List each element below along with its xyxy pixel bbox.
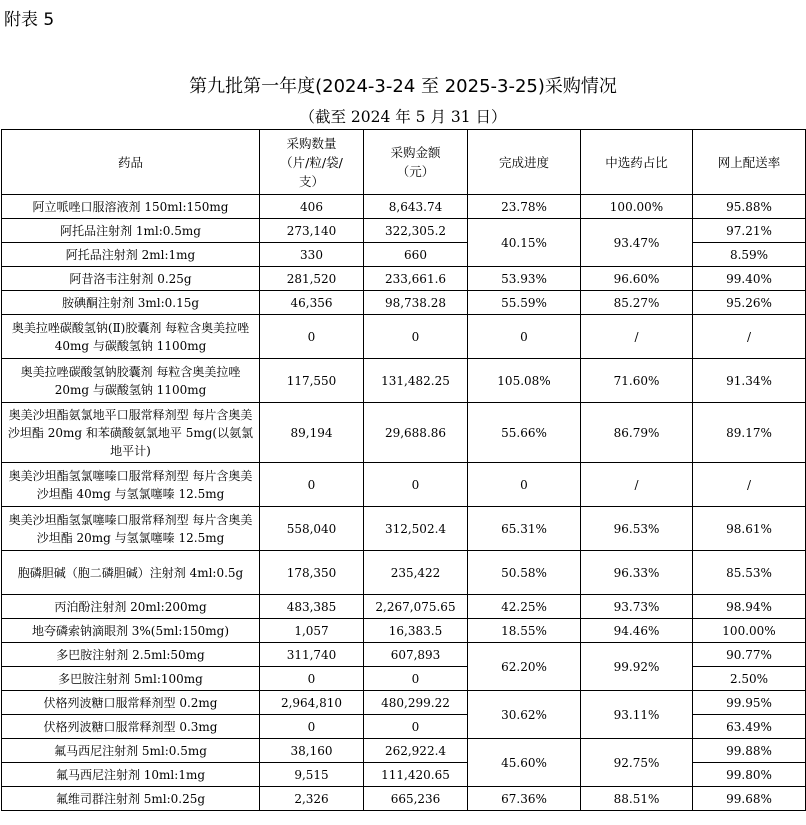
drug-name: 奥美拉唑碳酸氢钠(Ⅱ)胶囊剂 每粒含奥美拉唑 40mg 与碳酸氢钠 1100mg [2,315,260,359]
progress-cell: 53.93% [468,267,581,291]
quantity-cell: 281,520 [260,267,364,291]
amount-cell: 111,420.65 [364,763,468,787]
amount-cell: 0 [364,463,468,507]
delivery-cell: 99.80% [693,763,806,787]
amount-cell: 660 [364,243,468,267]
table-row [2,691,806,715]
ratio-cell: 100.00% [581,195,693,219]
amount-cell: 2,267,075.65 [364,595,468,619]
drug-name: 丙泊酚注射剂 20ml:200mg [2,595,260,619]
drug-name: 奥美拉唑碳酸氢钠胶囊剂 每粒含奥美拉唑 20mg 与碳酸氢钠 1100mg [2,359,260,403]
amount-cell: 131,482.25 [364,359,468,403]
ratio-cell: 96.60% [581,267,693,291]
drug-name: 伏格列波糖口服常释剂型 0.3mg [2,715,260,739]
ratio-cell: 96.53% [581,507,693,551]
drug-name: 氟维司群注射剂 5ml:0.25g [2,787,260,811]
amount-cell: 8,643.74 [364,195,468,219]
table-row [2,787,806,811]
quantity-cell: 558,040 [260,507,364,551]
ratio-cell: 93.73% [581,595,693,619]
ratio-cell: / [581,463,693,507]
ratio-cell: 71.60% [581,359,693,403]
drug-name: 奥美沙坦酯氢氯噻嗪口服常释剂型 每片含奥美沙坦酯 40mg 与氢氯噻嗪 12.5mg [2,463,260,507]
drug-name: 阿托品注射剂 1ml:0.5mg [2,219,260,243]
table-row [2,267,806,291]
drug-name: 多巴胺注射剂 5ml:100mg [2,667,260,691]
ratio-cell: 93.47% [581,219,693,267]
progress-cell: 0 [468,463,581,507]
quantity-cell: 38,160 [260,739,364,763]
header-drug: 药品 [2,130,260,195]
ratio-cell: 96.33% [581,551,693,595]
quantity-cell: 2,326 [260,787,364,811]
delivery-cell: 99.95% [693,691,806,715]
progress-cell: 62.20% [468,643,581,691]
progress-cell: 67.36% [468,787,581,811]
document-title: 第九批第一年度(2024-3-24 至 2025-3-25)采购情况 [189,76,617,97]
progress-cell: 50.58% [468,551,581,595]
procurement-table [1,129,806,811]
progress-cell: 30.62% [468,691,581,739]
delivery-cell: / [693,463,806,507]
delivery-cell: 98.94% [693,595,806,619]
progress-cell: 40.15% [468,219,581,267]
drug-name: 奥美沙坦酯氢氯噻嗪口服常释剂型 每片含奥美沙坦酯 20mg 与氢氯噻嗪 12.5mg [2,507,260,551]
ratio-cell: 86.79% [581,403,693,463]
quantity-cell: 1,057 [260,619,364,643]
ratio-cell: 94.46% [581,619,693,643]
progress-cell: 23.78% [468,195,581,219]
quantity-cell: 273,140 [260,219,364,243]
table-row [2,463,806,507]
amount-cell: 29,688.86 [364,403,468,463]
progress-cell: 65.31% [468,507,581,551]
amount-cell: 0 [364,715,468,739]
amount-cell: 233,661.6 [364,267,468,291]
drug-name: 阿托品注射剂 2ml:1mg [2,243,260,267]
table-row [2,595,806,619]
drug-name: 伏格列波糖口服常释剂型 0.2mg [2,691,260,715]
table-row [2,403,806,463]
header-delivery-rate: 网上配送率 [693,130,806,195]
amount-cell: 16,383.5 [364,619,468,643]
amount-cell: 0 [364,667,468,691]
ratio-cell: 85.27% [581,291,693,315]
quantity-cell: 117,550 [260,359,364,403]
header-selected-ratio: 中选药占比 [581,130,693,195]
page-label: 附表 5 [4,10,55,30]
table-row [2,291,806,315]
quantity-cell: 311,740 [260,643,364,667]
delivery-cell: 91.34% [693,359,806,403]
header-quantity: 采购数量 （片/粒/袋/ 支） [260,130,364,195]
quantity-cell: 0 [260,667,364,691]
amount-cell: 322,305.2 [364,219,468,243]
header-progress: 完成进度 [468,130,581,195]
drug-name: 地夸磷索钠滴眼剂 3%(5ml:150mg) [2,619,260,643]
amount-cell: 235,422 [364,551,468,595]
amount-cell: 312,502.4 [364,507,468,551]
delivery-cell: 2.50% [693,667,806,691]
drug-name: 氟马西尼注射剂 10ml:1mg [2,763,260,787]
table-row [2,507,806,551]
table-row [2,315,806,359]
amount-cell: 262,922.4 [364,739,468,763]
delivery-cell: 98.61% [693,507,806,551]
progress-cell: 55.66% [468,403,581,463]
quantity-cell: 0 [260,463,364,507]
quantity-cell: 2,964,810 [260,691,364,715]
delivery-cell: 89.17% [693,403,806,463]
delivery-cell: 63.49% [693,715,806,739]
drug-name: 氟马西尼注射剂 5ml:0.5mg [2,739,260,763]
table-row [2,195,806,219]
amount-cell: 665,236 [364,787,468,811]
table-row [2,359,806,403]
table-row [2,643,806,667]
delivery-cell: 8.59% [693,243,806,267]
ratio-cell: / [581,315,693,359]
quantity-cell: 0 [260,715,364,739]
quantity-cell: 406 [260,195,364,219]
drug-name: 阿昔洛韦注射剂 0.25g [2,267,260,291]
quantity-cell: 9,515 [260,763,364,787]
table-row [2,551,806,595]
quantity-cell: 46,356 [260,291,364,315]
amount-cell: 607,893 [364,643,468,667]
progress-cell: 42.25% [468,595,581,619]
quantity-cell: 0 [260,315,364,359]
progress-cell: 45.60% [468,739,581,787]
progress-cell: 55.59% [468,291,581,315]
delivery-cell: 99.88% [693,739,806,763]
ratio-cell: 92.75% [581,739,693,787]
delivery-cell: 99.68% [693,787,806,811]
ratio-cell: 93.11% [581,691,693,739]
table-row [2,219,806,243]
table-row [2,739,806,763]
delivery-cell: / [693,315,806,359]
drug-name: 胺碘酮注射剂 3ml:0.15g [2,291,260,315]
delivery-cell: 99.40% [693,267,806,291]
table-header-row [2,130,806,195]
quantity-cell: 483,385 [260,595,364,619]
amount-cell: 0 [364,315,468,359]
progress-cell: 105.08% [468,359,581,403]
ratio-cell: 88.51% [581,787,693,811]
progress-cell: 18.55% [468,619,581,643]
amount-cell: 98,738.28 [364,291,468,315]
delivery-cell: 95.26% [693,291,806,315]
progress-cell: 0 [468,315,581,359]
delivery-cell: 95.88% [693,195,806,219]
delivery-cell: 100.00% [693,619,806,643]
delivery-cell: 90.77% [693,643,806,667]
ratio-cell: 99.92% [581,643,693,691]
quantity-cell: 89,194 [260,403,364,463]
table-row [2,619,806,643]
drug-name: 多巴胺注射剂 2.5ml:50mg [2,643,260,667]
amount-cell: 480,299.22 [364,691,468,715]
delivery-cell: 97.21% [693,219,806,243]
delivery-cell: 85.53% [693,551,806,595]
header-amount: 采购金额 （元） [364,130,468,195]
drug-name: 胞磷胆碱（胞二磷胆碱）注射剂 4ml:0.5g [2,551,260,595]
drug-name: 奥美沙坦酯氨氯地平口服常释剂型 每片含奥美沙坦酯 20mg 和苯磺酸氨氯地平 5mg(以氨氯地平计) [2,403,260,463]
quantity-cell: 178,350 [260,551,364,595]
drug-name: 阿立哌唑口服溶液剂 150ml:150mg [2,195,260,219]
quantity-cell: 330 [260,243,364,267]
document-subtitle: （截至 2024 年 5 月 31 日） [299,108,507,126]
